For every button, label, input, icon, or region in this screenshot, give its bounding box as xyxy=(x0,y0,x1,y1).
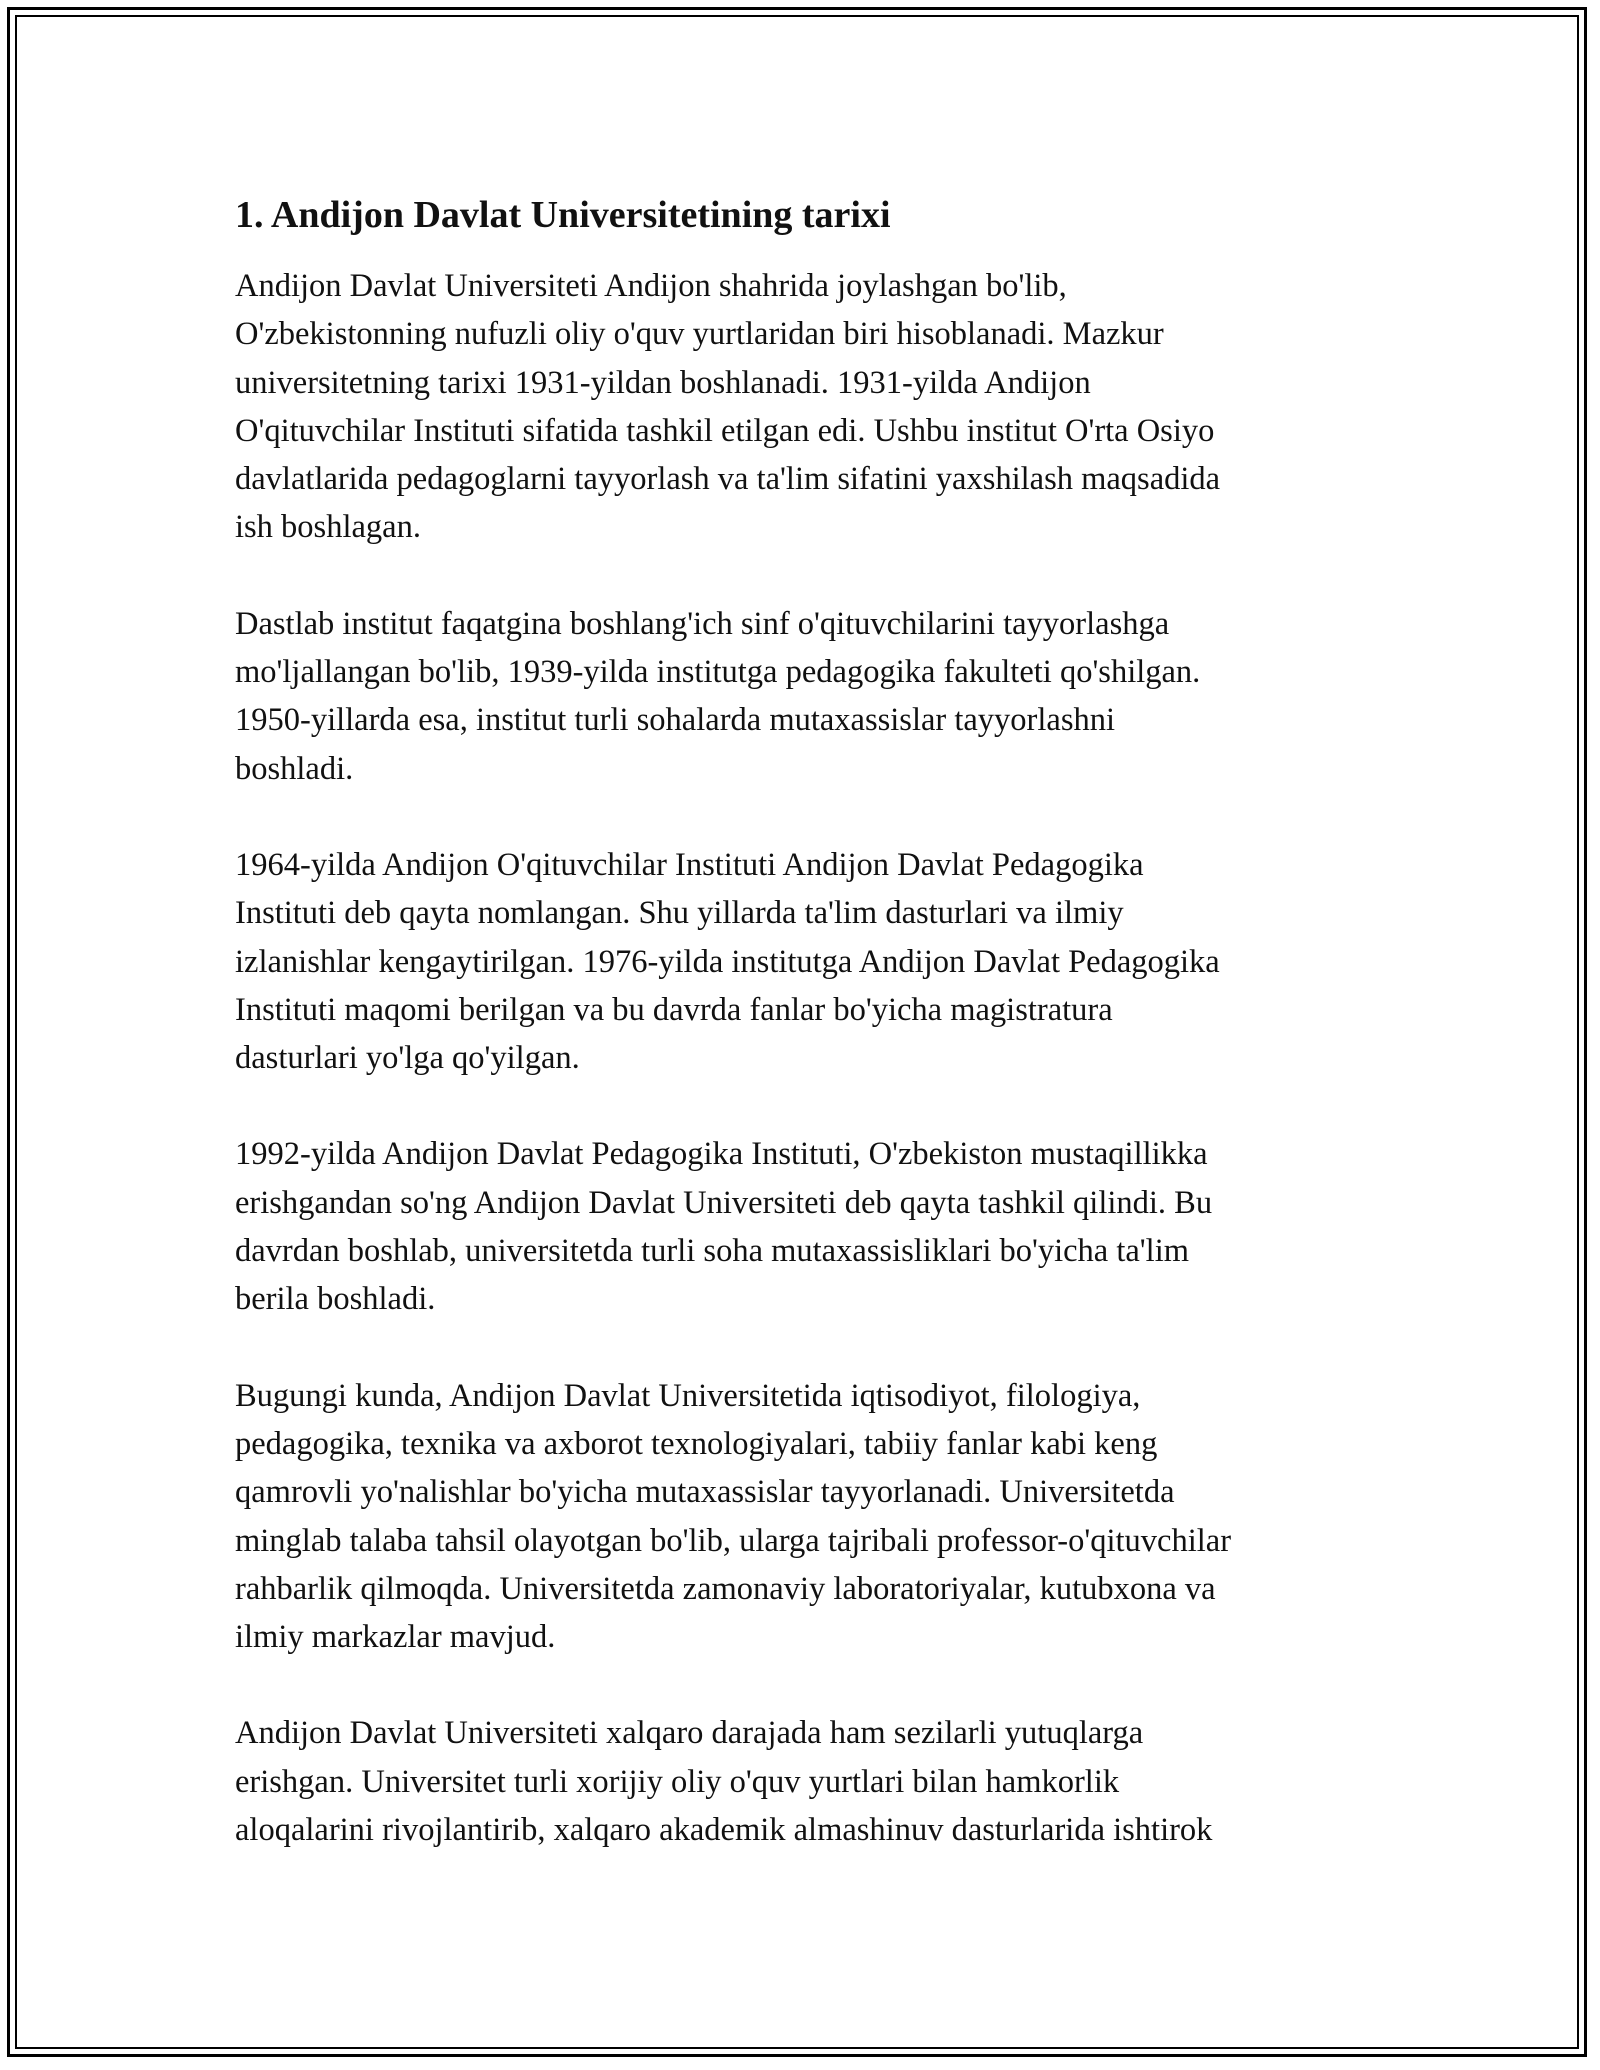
paragraph-line: davlatlarida pedagoglarni tayyorlash va ta'lim sifatini yaxshilash maqsadida xyxy=(235,461,1221,498)
paragraph-line: 1950-yillarda esa, institut turli sohalarda mutaxassislar tayyorlashni xyxy=(235,702,1116,739)
paragraph xyxy=(235,262,1365,552)
paragraph-line: Bugungi kunda, Andijon Davlat Universitetida iqtisodiyot, filologiya, xyxy=(235,1377,1141,1414)
paragraph-line: 1964-yilda Andijon O'qituvchilar Instituti Andijon Davlat Pedagogika xyxy=(235,846,1144,883)
paragraph-line: dasturlari yo'lga qo'yilgan. xyxy=(235,1040,580,1077)
paragraph-line: Dastlab institut faqatgina boshlang'ich sinf o'qituvchilarini tayyorlashga xyxy=(235,605,1170,642)
paragraph-line: erishgandan so'ng Andijon Davlat Universiteti deb qayta tashkil qilindi. Bu xyxy=(235,1184,1213,1221)
paragraph-line: qamrovli yo'nalishlar bo'yicha mutaxassislar tayyorlanadi. Universitetda xyxy=(235,1474,1175,1511)
paragraph-line: 1992-yilda Andijon Davlat Pedagogika Instituti, O'zbekiston mustaqillikka xyxy=(235,1136,1208,1173)
paragraph-line: Instituti deb qayta nomlangan. Shu yillarda ta'lim dasturlari va ilmiy xyxy=(235,895,1124,932)
paragraph xyxy=(235,1709,1365,1854)
paragraph-line: berila boshladi. xyxy=(235,1281,436,1318)
paragraph-line: minglab talaba tahsil olayotgan bo'lib, ularga tajribali professor-o'qituvchilar xyxy=(235,1522,1232,1559)
paragraph-line: ilmiy markazlar mavjud. xyxy=(235,1619,556,1656)
paragraph-line: Andijon Davlat Universiteti Andijon shahrida joylashgan bo'lib, xyxy=(235,268,1067,304)
paragraph-line: aloqalarini rivojlantirib, xalqaro akademik almashinuv dasturlarida ishtirok xyxy=(235,1812,1213,1849)
paragraph-line: erishgan. Universitet turli xorijiy oliy o'quv yurtlari bilan hamkorlik xyxy=(235,1763,1120,1800)
paragraph-line: davrdan boshlab, universitetda turli soha mutaxassisliklari bo'yicha ta'lim xyxy=(235,1233,1190,1270)
document-body xyxy=(235,188,1365,1902)
paragraph xyxy=(235,1372,1365,1662)
paragraph xyxy=(235,600,1365,793)
paragraph-line: O'zbekistonning nufuzli oliy o'quv yurtlaridan biri hisoblanadi. Mazkur xyxy=(235,316,1164,353)
paragraph-line: pedagogika, texnika va axborot texnologiyalari, tabiiy fanlar kabi keng xyxy=(235,1425,1158,1462)
paragraph-line: ish boshlagan. xyxy=(235,509,421,546)
paragraph-line: rahbarlik qilmoqda. Universitetda zamonaviy laboratoriyalar, kutubxona va xyxy=(235,1570,1216,1607)
paragraph-line: boshladi. xyxy=(235,750,354,787)
paragraph-list xyxy=(235,262,1365,1854)
paragraph-line: mo'ljallangan bo'lib, 1939-yilda institutga pedagogika fakulteti qo'shilgan. xyxy=(235,654,1201,691)
paragraph-line: O'qituvchilar Instituti sifatida tashkil etilgan edi. Ushbu institut O'rta Osiyo xyxy=(235,412,1215,449)
paragraph xyxy=(235,1130,1365,1323)
paragraph-line: Andijon Davlat Universiteti xalqaro darajada ham sezilarli yutuqlarga xyxy=(235,1715,1144,1752)
paragraph xyxy=(235,841,1365,1082)
document-title: 1. Andijon Davlat Universitetining tarixi xyxy=(235,194,891,236)
paragraph-line: universitetning tarixi 1931-yildan boshlanadi. 1931-yilda Andijon xyxy=(235,364,1091,401)
paragraph-line: izlanishlar kengaytirilgan. 1976-yilda institutga Andijon Davlat Pedagogika xyxy=(235,943,1220,980)
paragraph-line: Instituti maqomi berilgan va bu davrda fanlar bo'yicha magistratura xyxy=(235,991,1113,1028)
